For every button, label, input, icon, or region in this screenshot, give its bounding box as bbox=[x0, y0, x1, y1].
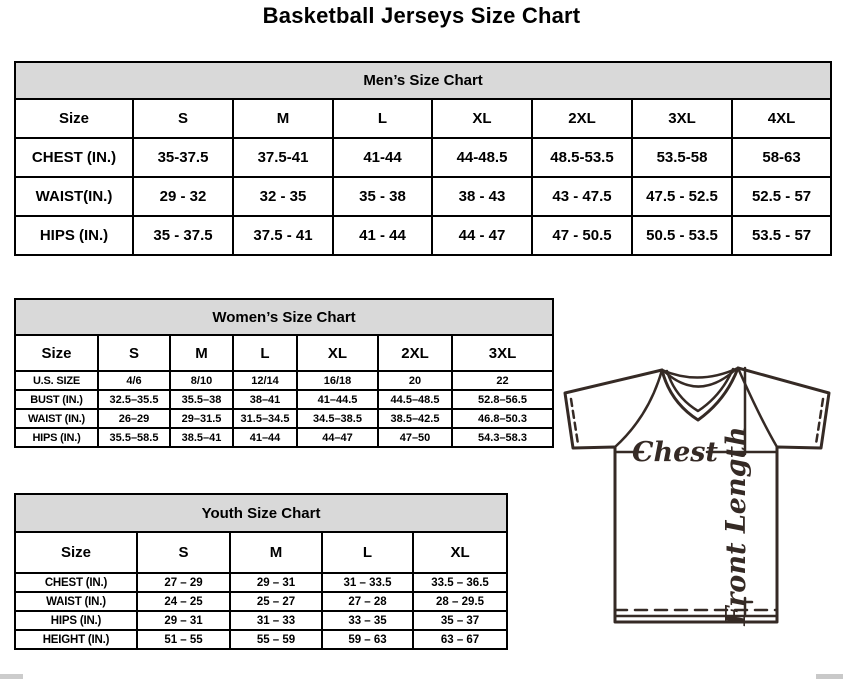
womens-column-header-row bbox=[15, 335, 553, 371]
table-cell: 29 – 31 bbox=[137, 611, 230, 630]
womens-size-table bbox=[14, 298, 554, 448]
table-cell: 52.5 - 57 bbox=[732, 177, 831, 216]
column-header: M bbox=[170, 335, 233, 371]
table-cell: 35.5–38 bbox=[170, 390, 233, 409]
table-cell: 22 bbox=[452, 371, 553, 390]
column-header: 3XL bbox=[632, 99, 732, 138]
column-header: M bbox=[230, 532, 322, 573]
column-header: Size bbox=[15, 99, 133, 138]
table-cell: 12/14 bbox=[233, 371, 297, 390]
table-cell: 53.5 - 57 bbox=[732, 216, 831, 255]
table-cell: 63 – 67 bbox=[413, 630, 507, 649]
column-header: L bbox=[233, 335, 297, 371]
row-label: CHEST (IN.) bbox=[15, 573, 137, 592]
table-cell: 37.5 - 41 bbox=[233, 216, 333, 255]
womens-hips-row bbox=[15, 428, 553, 447]
row-label: HIPS (IN.) bbox=[15, 428, 98, 447]
mens-hips-row bbox=[15, 216, 831, 255]
table-cell: 38 - 43 bbox=[432, 177, 532, 216]
table-cell: 32 - 35 bbox=[233, 177, 333, 216]
column-header: Size bbox=[15, 335, 98, 371]
table-cell: 58-63 bbox=[732, 138, 831, 177]
mens-table-header-row bbox=[15, 62, 831, 99]
youth-table-title: Youth Size Chart bbox=[15, 494, 507, 532]
column-header: S bbox=[137, 532, 230, 573]
table-cell: 47.5 - 52.5 bbox=[632, 177, 732, 216]
table-cell: 54.3–58.3 bbox=[452, 428, 553, 447]
table-cell: 24 – 25 bbox=[137, 592, 230, 611]
youth-waist-row bbox=[15, 592, 507, 611]
table-cell: 32.5–35.5 bbox=[98, 390, 170, 409]
table-cell: 20 bbox=[378, 371, 452, 390]
youth-column-header-row bbox=[15, 532, 507, 573]
mens-table-title: Men’s Size Chart bbox=[15, 62, 831, 99]
youth-height-row bbox=[15, 630, 507, 649]
table-cell: 16/18 bbox=[297, 371, 378, 390]
table-cell: 31 – 33 bbox=[230, 611, 322, 630]
table-cell: 25 – 27 bbox=[230, 592, 322, 611]
table-cell: 26–29 bbox=[98, 409, 170, 428]
row-label: U.S. SIZE bbox=[15, 371, 98, 390]
table-cell: 35 – 37 bbox=[413, 611, 507, 630]
table-cell: 35-37.5 bbox=[133, 138, 233, 177]
table-cell: 52.8–56.5 bbox=[452, 390, 553, 409]
table-cell: 38.5–41 bbox=[170, 428, 233, 447]
column-header: XL bbox=[432, 99, 532, 138]
row-label: HIPS (IN.) bbox=[15, 216, 133, 255]
table-cell: 41 - 44 bbox=[333, 216, 432, 255]
page-title: Basketball Jerseys Size Chart bbox=[262, 3, 581, 28]
column-header: S bbox=[98, 335, 170, 371]
row-label: WAIST (IN.) bbox=[15, 592, 137, 611]
chest-label: Chest bbox=[632, 437, 718, 468]
womens-table-header-row bbox=[15, 299, 553, 335]
table-cell: 27 – 29 bbox=[137, 573, 230, 592]
table-cell: 51 – 55 bbox=[137, 630, 230, 649]
front-length-label: Front Length bbox=[721, 426, 752, 626]
horizontal-scrollbar-fragment-right[interactable] bbox=[816, 674, 843, 679]
table-cell: 46.8–50.3 bbox=[452, 409, 553, 428]
table-cell: 41–44.5 bbox=[297, 390, 378, 409]
column-header: M bbox=[233, 99, 333, 138]
table-cell: 43 - 47.5 bbox=[532, 177, 632, 216]
table-cell: 31.5–34.5 bbox=[233, 409, 297, 428]
mens-column-header-row bbox=[15, 99, 831, 138]
table-cell: 35.5–58.5 bbox=[98, 428, 170, 447]
table-cell: 29–31.5 bbox=[170, 409, 233, 428]
mens-chest-row bbox=[15, 138, 831, 177]
womens-table-title: Women’s Size Chart bbox=[15, 299, 553, 335]
youth-hips-row bbox=[15, 611, 507, 630]
row-label: CHEST (IN.) bbox=[15, 138, 133, 177]
table-cell: 33 – 35 bbox=[322, 611, 413, 630]
table-cell: 47–50 bbox=[378, 428, 452, 447]
column-header: 3XL bbox=[452, 335, 553, 371]
womens-bust-row bbox=[15, 390, 553, 409]
table-cell: 4/6 bbox=[98, 371, 170, 390]
horizontal-scrollbar-fragment-left[interactable] bbox=[0, 674, 23, 679]
table-cell: 34.5–38.5 bbox=[297, 409, 378, 428]
youth-chest-row bbox=[15, 573, 507, 592]
column-header: 2XL bbox=[378, 335, 452, 371]
table-cell: 44.5–48.5 bbox=[378, 390, 452, 409]
table-cell: 35 - 37.5 bbox=[133, 216, 233, 255]
table-cell: 50.5 - 53.5 bbox=[632, 216, 732, 255]
table-cell: 38.5–42.5 bbox=[378, 409, 452, 428]
table-cell: 47 - 50.5 bbox=[532, 216, 632, 255]
table-cell: 33.5 – 36.5 bbox=[413, 573, 507, 592]
table-cell: 55 – 59 bbox=[230, 630, 322, 649]
table-cell: 29 - 32 bbox=[133, 177, 233, 216]
mens-size-table bbox=[14, 61, 832, 256]
column-header: 4XL bbox=[732, 99, 831, 138]
table-cell: 41–44 bbox=[233, 428, 297, 447]
mens-waist-row bbox=[15, 177, 831, 216]
jersey-outline bbox=[565, 368, 829, 622]
table-cell: 44-48.5 bbox=[432, 138, 532, 177]
youth-size-table bbox=[14, 493, 508, 650]
table-cell: 48.5-53.5 bbox=[532, 138, 632, 177]
column-header: XL bbox=[297, 335, 378, 371]
womens-us-size-row bbox=[15, 371, 553, 390]
column-header: S bbox=[133, 99, 233, 138]
column-header: L bbox=[322, 532, 413, 573]
table-cell: 8/10 bbox=[170, 371, 233, 390]
column-header: Size bbox=[15, 532, 137, 573]
column-header: XL bbox=[413, 532, 507, 573]
table-cell: 44 - 47 bbox=[432, 216, 532, 255]
womens-waist-row bbox=[15, 409, 553, 428]
row-label: BUST (IN.) bbox=[15, 390, 98, 409]
table-cell: 44–47 bbox=[297, 428, 378, 447]
table-cell: 37.5-41 bbox=[233, 138, 333, 177]
table-cell: 38–41 bbox=[233, 390, 297, 409]
table-cell: 35 - 38 bbox=[333, 177, 432, 216]
row-label: HIPS (IN.) bbox=[15, 611, 137, 630]
jersey-diagram-icon bbox=[556, 356, 842, 642]
youth-table-header-row bbox=[15, 494, 507, 532]
table-cell: 28 – 29.5 bbox=[413, 592, 507, 611]
table-cell: 31 – 33.5 bbox=[322, 573, 413, 592]
table-cell: 41-44 bbox=[333, 138, 432, 177]
jersey-measurement-diagram bbox=[556, 356, 842, 642]
row-label: WAIST(IN.) bbox=[15, 177, 133, 216]
column-header: L bbox=[333, 99, 432, 138]
column-header: 2XL bbox=[532, 99, 632, 138]
table-cell: 29 – 31 bbox=[230, 573, 322, 592]
jersey-armhole-seam-left bbox=[615, 370, 662, 447]
table-cell: 59 – 63 bbox=[322, 630, 413, 649]
row-label: HEIGHT (IN.) bbox=[15, 630, 137, 649]
table-cell: 53.5-58 bbox=[632, 138, 732, 177]
row-label: WAIST (IN.) bbox=[15, 409, 98, 428]
table-cell: 27 – 28 bbox=[322, 592, 413, 611]
